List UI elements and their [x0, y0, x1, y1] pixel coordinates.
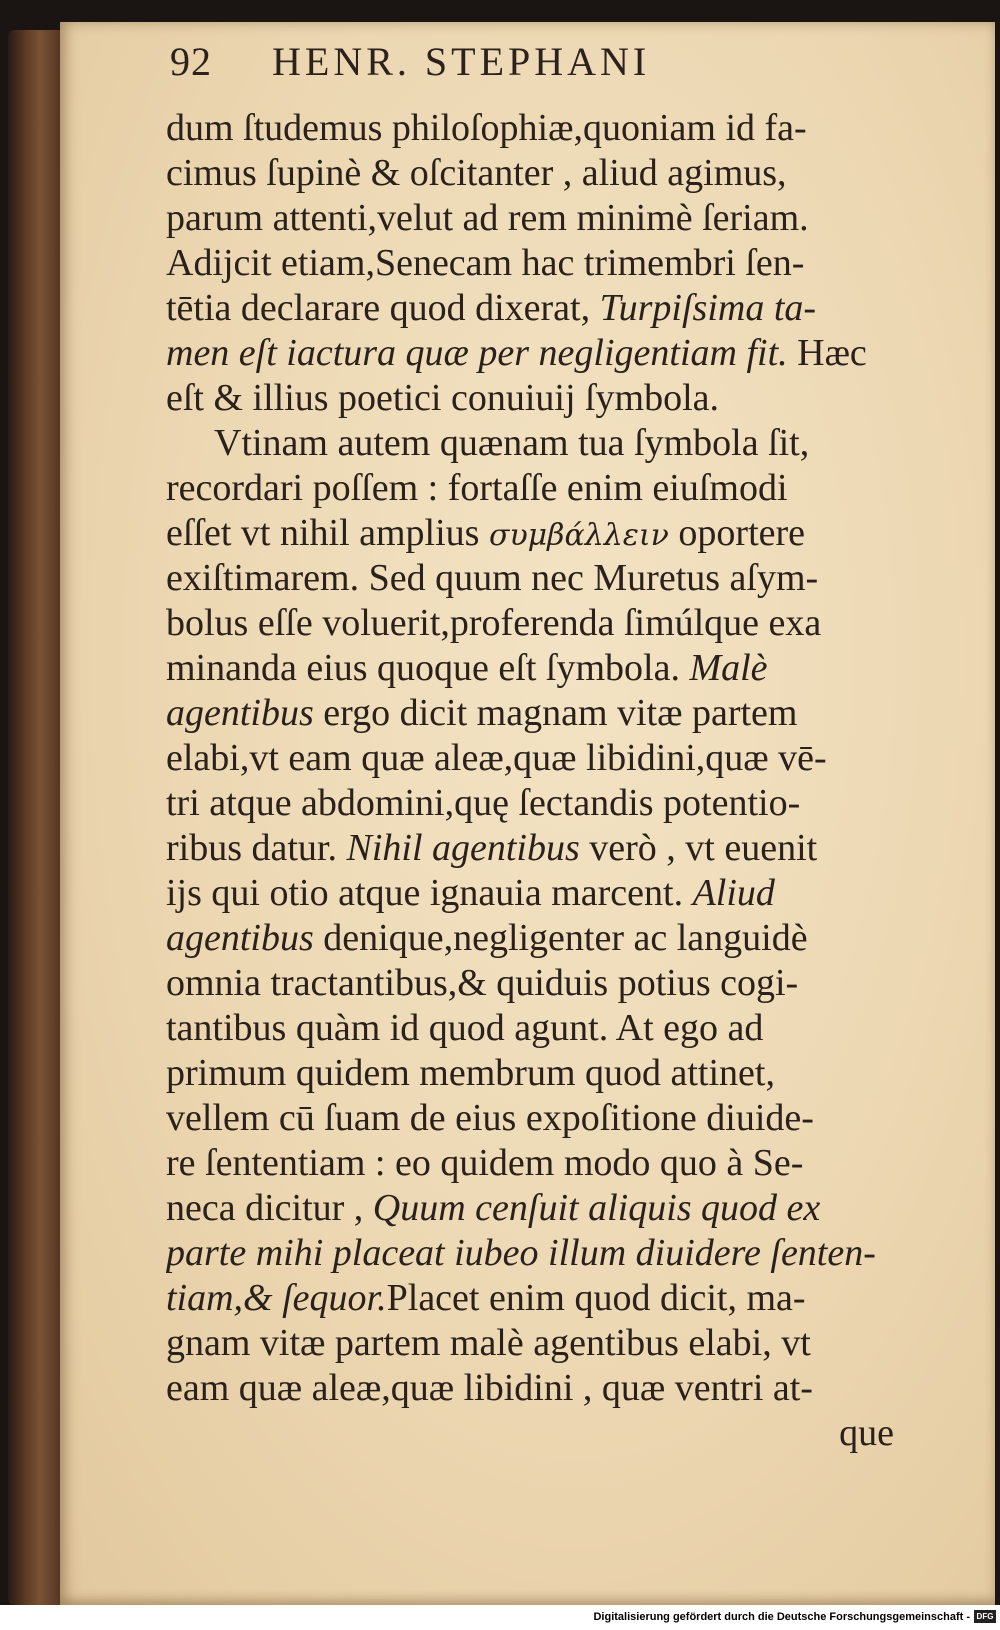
italic-text: Malè [689, 647, 768, 689]
text-line [166, 196, 894, 241]
text-segment: eſt & illius poetici conuiuij ſymbola. [166, 377, 720, 419]
italic-text: Aliud [692, 872, 775, 914]
text-line [166, 1051, 894, 1096]
text-segment: bolus eſſe voluerit,proferenda ſimúlque exa [166, 602, 822, 644]
text-segment: dum ſtudemus philoſophiæ,quoniam id fa- [166, 107, 807, 149]
text-line [166, 691, 894, 736]
running-header [170, 38, 870, 85]
text-segment: tri atque abdomini,quę ſectandis potentio- [166, 782, 801, 824]
text-segment: minanda eius quoque eſt ſymbola. [166, 647, 690, 689]
text-line [166, 781, 894, 826]
text-line [166, 1321, 894, 1366]
text-line [166, 1096, 894, 1141]
italic-text: Nihil agentibus [346, 827, 580, 869]
text-segment: tētia declarare quod dixerat, [166, 287, 600, 329]
text-line [166, 1276, 894, 1321]
text-segment: elabi,vt eam quæ aleæ,quæ libidini,quæ vē- [166, 737, 827, 779]
text-line [166, 961, 894, 1006]
italic-text: agentibus [166, 917, 314, 959]
text-line [166, 241, 894, 286]
text-segment: Adijcit etiam,Senecam hac trimembri ſen- [166, 242, 805, 284]
text-segment: gnam vitæ partem malè agentibus elabi, vt [166, 1322, 811, 1364]
running-title: HENR. STEPHANI [272, 39, 651, 84]
text-line [166, 1231, 894, 1276]
text-line [166, 1366, 894, 1411]
text-segment: eſſet vt nihil amplius [166, 512, 489, 554]
italic-text: Turpiſsima ta- [599, 287, 817, 329]
text-line [166, 286, 894, 331]
text-segment: recordari poſſem : fortaſſe enim eiuſmodi [166, 467, 788, 509]
text-segment: oportere [668, 512, 806, 554]
text-line [166, 601, 894, 646]
text-line [166, 106, 894, 151]
greek-word: συμβάλλειν [488, 518, 669, 553]
italic-text: parte mihi placeat iubeo illum diuidere ſenten- [166, 1232, 876, 1274]
text-segment: re ſententiam : eo quidem modo quo à Se- [166, 1142, 804, 1184]
text-line [166, 556, 894, 601]
text-segment: vellem cū ſuam de eius expoſitione diuide- [166, 1097, 814, 1139]
text-segment: primum quidem membrum quod attinet, [166, 1052, 775, 1094]
text-line [166, 151, 894, 196]
text-line [166, 376, 894, 421]
text-line [166, 826, 894, 871]
italic-text: agentibus [166, 692, 314, 734]
italic-text: men eſt iactura quæ per negligentiam fit. [166, 332, 788, 374]
text-line [166, 736, 894, 781]
body-text [166, 106, 894, 1456]
text-line [166, 1186, 894, 1231]
text-segment: ijs qui otio atque ignauia marcent. [166, 872, 693, 914]
dfg-logo: DFG [974, 1610, 996, 1623]
text-segment: ergo dicit magnam vitæ partem [313, 692, 798, 734]
text-line [166, 1006, 894, 1051]
text-segment: ribus datur. [166, 827, 347, 869]
text-line [166, 466, 894, 511]
text-segment: omnia tractantibus,& quiduis potius cogi- [166, 962, 799, 1004]
book-spine [8, 30, 66, 1605]
text-segment: neca dicitur , [166, 1187, 373, 1229]
footer-bar [0, 1605, 1000, 1630]
italic-text: tiam,& ſequor. [166, 1277, 387, 1319]
page-number: 92 [170, 39, 212, 84]
text-segment: Placet enim quod dicit, ma- [386, 1277, 806, 1319]
text-segment: Hæc [787, 332, 867, 374]
text-line [166, 646, 894, 691]
text-segment: que [839, 1412, 894, 1454]
footer-credit: Digitalisierung gefördert durch die Deutsche Forschungsgemeinschaft - [593, 1611, 970, 1623]
text-line [166, 331, 894, 376]
text-segment: verò , vt euenit [579, 827, 818, 869]
text-line [166, 421, 894, 466]
text-segment: parum attenti,velut ad rem minimè ſeriam. [166, 197, 809, 239]
text-line [166, 916, 894, 961]
italic-text: Quum cenſuit aliquis quod ex [372, 1187, 821, 1229]
text-segment: Vtinam autem quænam tua ſymbola ſit, [214, 422, 810, 464]
text-line [166, 1141, 894, 1186]
text-segment: eam quæ aleæ,quæ libidini , quæ ventri at- [166, 1367, 813, 1409]
text-segment: cimus ſupinè & oſcitanter , aliud agimus, [166, 152, 787, 194]
text-segment: denique,negligenter ac languidè [313, 917, 808, 959]
text-line [166, 1411, 894, 1456]
text-line [166, 511, 894, 556]
text-line [166, 871, 894, 916]
text-segment: tantibus quàm id quod agunt. At ego ad [166, 1007, 764, 1049]
text-segment: exiſtimarem. Sed quum nec Muretus aſym- [166, 557, 819, 599]
